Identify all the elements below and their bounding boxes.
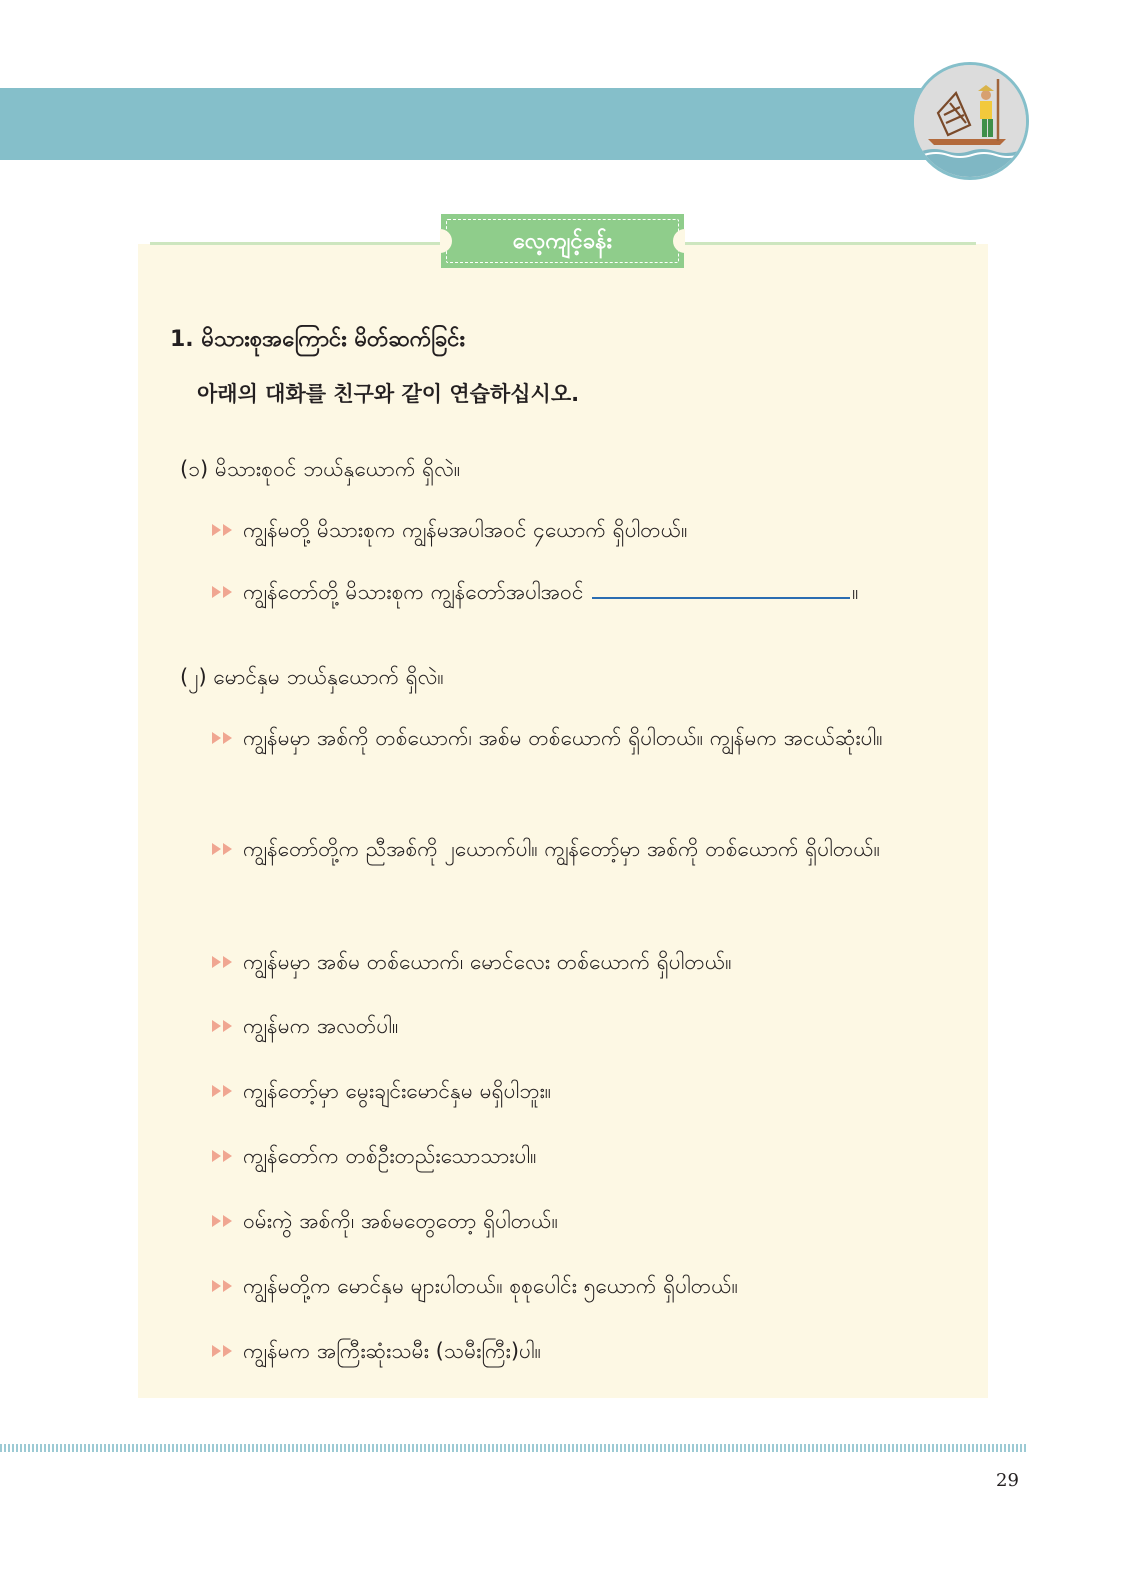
double-arrow-icon — [212, 730, 234, 746]
double-arrow-icon — [212, 954, 234, 970]
answer-item — [212, 940, 932, 985]
answer-text: ကျွန်တော့်မှာ မွေးချင်းမောင်နှမ မရှိပါဘူး။ — [243, 1079, 552, 1103]
answer-text: ကျွန်မမှာ အစ်ကို တစ်ယောက်၊ အစ်မ တစ်ယောက် ရှိပါတယ်။ ကျွန်မက အငယ်ဆုံးပါ။ — [243, 726, 883, 750]
double-arrow-icon — [212, 841, 234, 857]
answer-text: ကျွန်မတို့က မောင်နှမ များပါတယ်။ စုစုပေါင်း ၅ယောက် ရှိပါတယ်။ — [243, 1274, 738, 1298]
page-number: 29 — [996, 1470, 1019, 1491]
answer-item — [212, 1069, 932, 1114]
answer-text: ကျွန်မက အကြီးဆုံးသမီး (သမီးကြီး)ပါ။ — [243, 1339, 541, 1363]
answer-suffix: ။ — [852, 580, 859, 604]
answer-text: ကျွန်မတို့ မိသားစုက ကျွန်မအပါအဝင် ၄ယောက် ရှိပါတယ်။ — [243, 518, 688, 542]
answer-text: ကျွန်မက အလတ်ပါ။ — [243, 1014, 399, 1038]
section-heading: 1. မိသားစုအကြောင်း မိတ်ဆက်ခြင်း — [170, 327, 466, 352]
answer-text: ဝမ်းကွဲ အစ်ကို၊ အစ်မတွေတော့ ရှိပါတယ်။ — [243, 1209, 558, 1233]
tab-title: လေ့ကျင့်ခန်း — [512, 229, 613, 254]
double-arrow-icon — [212, 1083, 234, 1099]
double-arrow-icon — [212, 1278, 234, 1294]
double-arrow-icon — [212, 522, 234, 538]
section-instruction: 아래의 대화를 친구와 같이 연습하십시오. — [197, 382, 580, 406]
question-2-label: (၂) မောင်နှမ ဘယ်နှယောက် ရှိလဲ။ — [180, 665, 444, 689]
answer-item — [212, 1264, 932, 1309]
bottom-dotted-rule — [0, 1444, 1026, 1452]
double-arrow-icon — [212, 1018, 234, 1034]
answer-item — [212, 508, 932, 553]
double-arrow-icon — [212, 1148, 234, 1164]
exercise-tab — [441, 214, 684, 268]
boat-fisherman-icon — [911, 62, 1029, 180]
double-arrow-icon — [212, 1213, 234, 1229]
answer-text: ကျွန်တော်က တစ်ဦးတည်းသောသားပါ။ — [243, 1144, 537, 1168]
answer-item-with-blank — [212, 570, 932, 615]
answer-item — [212, 827, 932, 872]
question-1-label: (၁) မိသားစုဝင် ဘယ်နှယောက် ရှိလဲ။ — [180, 457, 461, 481]
answer-item — [212, 1134, 932, 1179]
double-arrow-icon — [212, 1343, 234, 1359]
double-arrow-icon — [212, 584, 234, 600]
answer-text: ကျွန်တော်တို့ မိသားစုက ကျွန်တော်အပါအဝင် — [243, 580, 584, 604]
answer-text: ကျွန်မမှာ အစ်မ တစ်ယောက်၊ မောင်လေး တစ်ယောက် ရှိပါတယ်။ — [243, 950, 732, 974]
fill-in-blank[interactable] — [592, 596, 850, 599]
answer-text: ကျွန်တော်တို့က ညီအစ်ကို ၂ယောက်ပါ။ ကျွန်တော့်မှာ အစ်ကို တစ်ယောက် ရှိပါတယ်။ — [243, 837, 881, 861]
answer-item — [212, 716, 932, 761]
answer-item — [212, 1004, 932, 1049]
header-band — [0, 88, 960, 160]
answer-item — [212, 1329, 932, 1374]
answer-item — [212, 1199, 932, 1244]
